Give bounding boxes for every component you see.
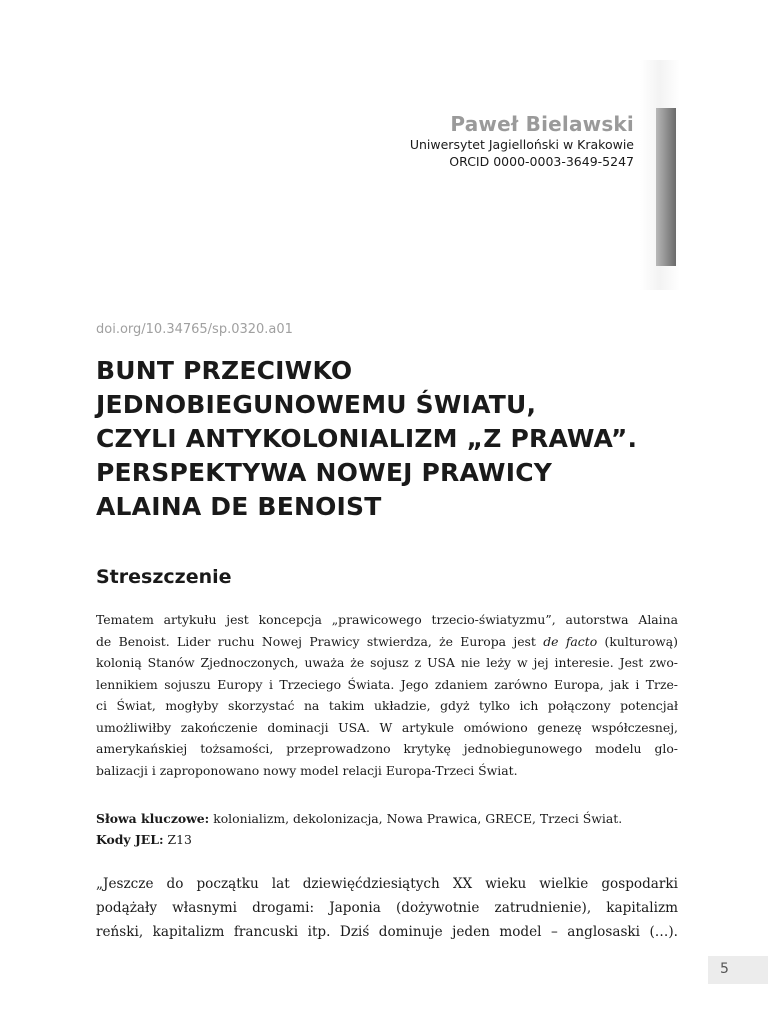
author-orcid: ORCID 0000-0003-3649-5247 — [449, 154, 634, 169]
article-title — [96, 354, 696, 524]
abstract-line: kolonią Stanów Zjednoczonych, uważa że sojusz z USA nie leży w jej interesie. Jest zwo- — [96, 655, 678, 670]
abstract-line: umożliwiłby zakończenie dominacji USA. W artykule omówiono genezę współczesnej, — [96, 719, 678, 735]
abstract-line: Tematem artykułu jest koncepcja „prawicowego trzecio-światyzmu”, autorstwa Alaina — [96, 612, 678, 627]
quote-line: reński, kapitalizm francuski itp. Dziś dominuje jeden model – anglosaski (…). — [96, 924, 678, 940]
author-block — [410, 112, 634, 170]
author-affiliation: Uniwersytet Jagielloński w Krakowie — [409, 137, 634, 152]
page-number-box — [708, 956, 768, 984]
abstract-line: ci Świat, mogłyby skorzystać na takim układzie, gdyż tylko ich połączony potencjał — [96, 698, 678, 713]
doi-link[interactable]: doi.org/10.34765/sp.0320.a01 — [96, 322, 293, 337]
abstract-body — [96, 609, 678, 781]
keywords-line — [96, 808, 678, 829]
quote-line: podążały własnymi drogami: Japonia (dożywotnie zatrudnienie), kapitalizm — [96, 900, 678, 916]
body-quote — [96, 872, 678, 944]
author-name: Paweł Bielawski — [450, 112, 634, 136]
page-number: 5 — [720, 961, 729, 977]
keywords-block — [96, 808, 678, 850]
title-line: ALAINA DE BENOIST — [96, 492, 382, 521]
decorative-side-bar — [656, 108, 676, 266]
jel-line — [96, 829, 678, 850]
italic-phrase: de facto — [543, 633, 598, 649]
title-line: PERSPEKTYWA NOWEJ PRAWICY — [96, 458, 553, 487]
title-line: BUNT PRZECIWKO — [96, 356, 353, 385]
abstract-heading: Streszczenie — [96, 566, 232, 588]
jel-value: Z13 — [163, 832, 192, 847]
quote-line: „Jeszcze do początku lat dziewięćdziesiątych XX wieku wielkie gospodarki — [96, 876, 678, 892]
abstract-line: de Benoist. Lider ruchu Nowej Prawicy stwierdza, że Europa jest de facto (kulturową) — [96, 633, 678, 649]
keywords-label: Słowa kluczowe: — [96, 811, 210, 826]
title-line: JEDNOBIEGUNOWEMU ŚWIATU, — [96, 390, 537, 419]
abstract-line: balizacji i zaproponowano nowy model relacji Europa-Trzeci Świat. — [96, 762, 518, 778]
jel-label: Kody JEL: — [96, 832, 164, 847]
abstract-line: lennikiem sojuszu Europy i Trzeciego Świata. Jego zdaniem zarówno Europa, jak i Trze- — [96, 676, 678, 692]
abstract-line: amerykańskiej tożsamości, przeprowadzono krytykę jednobiegunowego modelu glo- — [96, 741, 678, 756]
keywords-value: kolonializm, dekolonizacja, Nowa Prawica, GRECE, Trzeci Świat. — [209, 811, 623, 826]
title-line: CZYLI ANTYKOLONIALIZM „Z PRAWA”. — [96, 424, 638, 453]
